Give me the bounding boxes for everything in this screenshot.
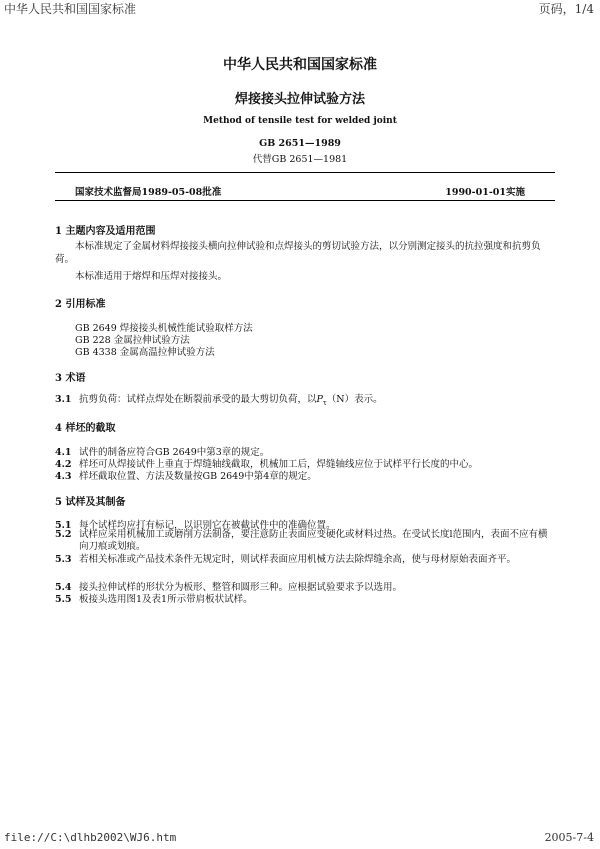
- clause-text: 样坯可从焊接试件上垂直于焊缝轴线截取，机械加工后，焊缝轴线应位于试样平行长度的中心。: [79, 459, 479, 470]
- clause-5-5: [55, 591, 253, 605]
- section-2-heading: 2 引用标准: [55, 299, 106, 310]
- clause-4-3: [55, 468, 317, 482]
- section-4-heading: 4 样坯的截取: [55, 423, 116, 434]
- page-footer-date: 2005-7-4: [544, 831, 594, 844]
- clause-text: 样坯截取位置、方法及数量按GB 2649中第4章的规定。: [79, 471, 317, 482]
- clause-number: 5.2: [55, 529, 72, 540]
- symbol-subscript: τ: [322, 398, 327, 407]
- term-3-1: [55, 391, 383, 407]
- clause-text: 若相关标准或产品技术条件无规定时，则试样表面应用机械方法去除焊缝余高，使与母材原始表面齐平。: [79, 554, 517, 565]
- clause-text: 试件的制备应符合GB 2649中第3章的规定。: [79, 447, 270, 458]
- clause-number: 4.2: [55, 459, 72, 470]
- clause-number: 5.1: [55, 520, 72, 531]
- reference-item: GB 2649 焊接接头机械性能试验取样方法: [75, 323, 253, 334]
- reference-item: GB 4338 金属高温拉伸试验方法: [75, 347, 215, 358]
- standard-replaces: 代替GB 2651—1981: [252, 154, 348, 165]
- clause-text: 每个试样均应打有标记，以识别它在被截试件中的准确位置。: [79, 520, 336, 531]
- page-header-left: 中华人民共和国国家标准: [4, 2, 137, 16]
- section-1-heading: 1 主题内容及适用范围: [55, 226, 156, 237]
- clause-number: 4.3: [55, 471, 72, 482]
- clause-text: 试样应采用机械加工或磨削方法制备，要注意防止表面应变硬化或材料过热。在受试长度l范围内，表面不应有横向刀痕或划痕。: [79, 529, 548, 552]
- section-5-heading: 5 试样及其制备: [55, 497, 126, 508]
- clause-5-3: [55, 554, 553, 566]
- clause-number: 5.5: [55, 594, 72, 605]
- standard-code: GB 2651—1989: [259, 138, 341, 149]
- clause-text: 板接头选用图1及表1所示带肩板状试样。: [79, 594, 253, 605]
- clause-text: 接头拉伸试样的形状分为板形、整管和圆形三种。应根据试验要求予以选用。: [79, 582, 403, 593]
- term-text-after: （N）表示。: [326, 394, 383, 405]
- reference-item: GB 228 金属拉伸试验方法: [75, 335, 190, 346]
- clause-number: 3.1: [55, 394, 72, 405]
- symbol-p: P: [316, 394, 323, 405]
- clause-number: 4.1: [55, 447, 72, 458]
- country-standard-title: 中华人民共和国国家标准: [223, 57, 377, 73]
- approval-date: 国家技术监督局1989-05-08批准: [75, 187, 222, 198]
- clause-number: 5.3: [55, 554, 72, 565]
- standard-title-en: Method of tensile test for welded joint: [203, 116, 397, 126]
- page-footer-path: file://C:\dlhb2002\WJ6.htm: [4, 831, 177, 844]
- clause-number: 5.4: [55, 582, 72, 593]
- term-text-before: 抗剪负荷：试样点焊处在断裂前承受的最大剪切负荷，以: [79, 394, 317, 405]
- divider-top: [55, 172, 555, 173]
- implementation-date: 1990-01-01实施: [445, 187, 525, 198]
- section-1-paragraph-1: 本标准规定了金属材料焊接接头横向拉伸试验和点焊接头的剪切试验方法，以分别测定接头的抗拉强度和抗剪负荷。: [55, 241, 541, 265]
- section-3-heading: 3 术语: [55, 373, 86, 384]
- section-1-paragraph-2: 本标准适用于熔焊和压焊对接接头。: [75, 271, 228, 282]
- standard-title-cn: 焊接接头拉伸试验方法: [234, 92, 365, 107]
- divider-bottom: [55, 200, 555, 201]
- page-header-right: 页码，1/4: [538, 2, 594, 16]
- clause-5-2: [55, 529, 553, 553]
